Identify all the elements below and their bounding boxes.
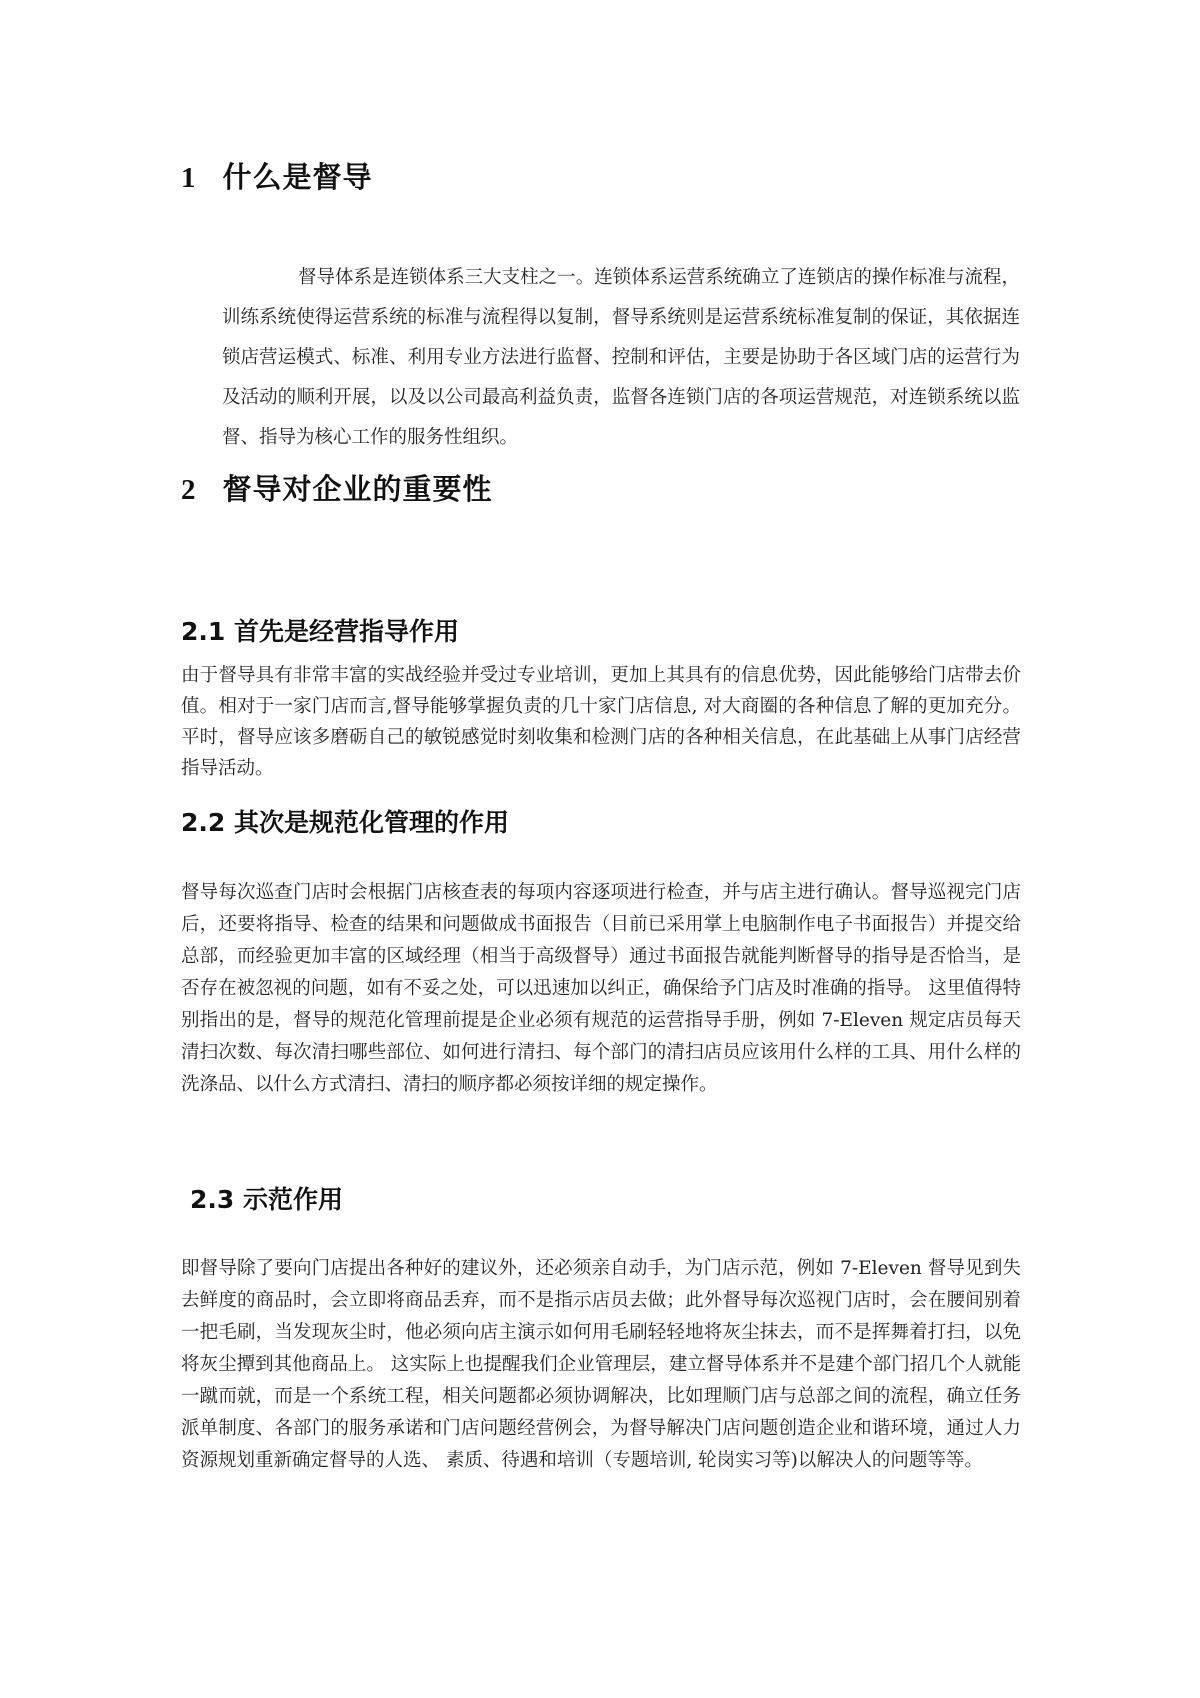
section-1-heading (181, 155, 373, 196)
subsection-2-2-text: 督导每次巡查门店时会根据门店核查表的每项内容逐项进行检查，并与店主进行确认。督导巡视完门店后，还要将指导、检查的结果和问题做成书面报告（目前已采用掌上电脑制作电子书面报告）并提交给总部，而经验更加丰富的区域经理（相当于高级督导）通过书面报告就能判断督导的指导是否恰当，是否存在被忽视的问题，如有不妥之处，可以迅速加以纠正，确保给予门店及时准确的指导。 这里值得特别指出的是，督导的规范化管理前提是企业必须有规范的运营指导手册，例如 7-Eleven 规定店员每天清扫次数、每次清扫哪些部位、如何进行清扫、每个部门的清扫店员应该用什么样的工具、用什么样的洗涤品、以什么方式清扫、清扫的顺序都必须按详细的规定操作。 (181, 882, 1021, 1095)
subsection-2-1-paragraph (181, 660, 1021, 784)
subsection-2-2-paragraph (181, 877, 1021, 1101)
subsection-2-3-paragraph (181, 1253, 1021, 1477)
section-1-paragraph (222, 258, 1020, 458)
section-2-title: 督导对企业的重要性 (222, 472, 493, 506)
section-1-text: 督导体系是连锁体系三大支柱之一。连锁体系运营系统确立了连锁店的操作标准与流程，训练系统使得运营系统的标准与流程得以复制，督导系统则是运营系统标准复制的保证，其依据连锁店营运模式、标准、利用专业方法进行监督、控制和评估，主要是协助于各区域门店的运营行为及活动的顺利开展，以及以公司最高利益负责，监督各连锁门店的各项运营规范，对连锁系统以监督、指导为核心工作的服务性组织。 (222, 267, 1020, 448)
section-1-title: 什么是督导 (222, 160, 373, 194)
subsection-2-1-text: 由于督导具有非常丰富的实战经验并受过专业培训，更加上其具有的信息优势，因此能够给门店带去价值。相对于一家门店而言,督导能够掌握负责的几十家门店信息, 对大商圈的各种信息了解的更加充分。平时，督导应该多磨砺自己的敏锐感觉时刻收集和检测门店的各种相关信息，在此基础上从事门店经营指导活动。 (181, 665, 1021, 779)
subsection-2-3-text: 即督导除了要向门店提出各种好的建议外，还必须亲自动手，为门店示范，例如 7-Eleven 督导见到失去鲜度的商品时，会立即将商品丢弃，而不是指示店员去做；此外督导每次巡视门店时，会在腰间别着一把毛刷，当发现灰尘时，他必须向店主演示如何用毛刷轻轻地将灰尘抹去，而不是挥舞着打扫，以免将灰尘撢到其他商品上。 这实际上也提醒我们企业管理层，建立督导体系并不是建个部门招几个人就能一蹴而就，而是一个系统工程，相关问题都必须协调解决，比如理顺门店与总部之间的流程，确立任务派单制度、各部门的服务承诺和门店问题经营例会，为督导解决门店问题创造企业和谐环境，通过人力资源规划重新确定督导的人选、 素质、待遇和培训（专题培训, 轮岗实习等)以解决人的问题等等。 (181, 1258, 1021, 1471)
section-1-number: 1 (181, 162, 197, 194)
subsection-2-3-heading: 2.3 示范作用 (190, 1185, 343, 1214)
subsection-2-1-heading: 2.1 首先是经营指导作用 (181, 617, 459, 646)
section-2-number: 2 (181, 474, 197, 506)
section-2-heading (181, 467, 493, 508)
subsection-2-2-heading: 2.2 其次是规范化管理的作用 (181, 808, 509, 837)
